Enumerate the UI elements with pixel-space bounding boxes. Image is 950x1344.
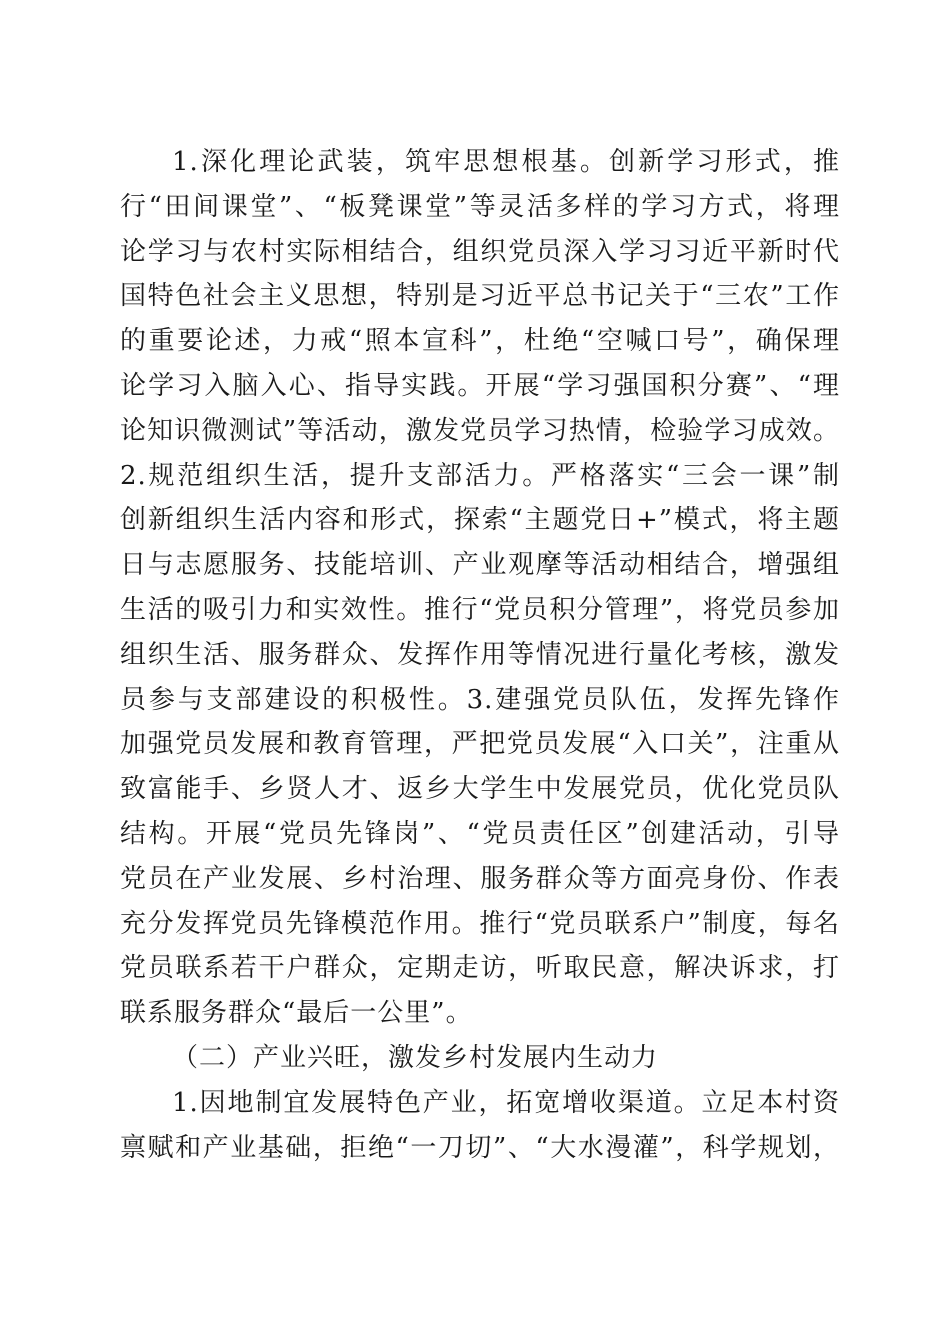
text-line: 组织生活、服务群众、发挥作用等情况进行量化考核，激发 <box>120 639 840 670</box>
text-line: 致富能手、乡贤人才、返乡大学生中发展党员，优化党员队 <box>120 774 840 805</box>
text-line: 国特色社会主义思想，特别是习近平总书记关于“三农”工作 <box>120 281 840 312</box>
text-line: 结构。开展“党员先锋岗”、“党员责任区”创建活动，引导 <box>120 818 840 849</box>
text-line: 论学习与农村实际相结合，组织党员深入学习习近平新时代 <box>120 236 840 267</box>
text-line: 党员在产业发展、乡村治理、服务群众等方面亮身份、作表 <box>120 863 840 894</box>
section-heading: （二）产业兴旺，激发乡村发展内生动力 <box>172 1042 659 1073</box>
text-line: 1.因地制宜发展特色产业，拓宽增收渠道。立足本村资 <box>172 1087 840 1118</box>
text-line: 论知识微测试”等活动，激发党员学习热情，检验学习成效。 <box>120 415 840 446</box>
text-line: 行“田间课堂”、“板凳课堂”等灵活多样的学习方式，将理 <box>120 191 840 222</box>
text-line: 充分发挥党员先锋模范作用。推行“党员联系户”制度，每名 <box>120 908 840 939</box>
text-line: 2.规范组织生活，提升支部活力。严格落实“三会一课”制 <box>120 460 840 491</box>
text-line: 党员联系若干户群众，定期走访，听取民意，解决诉求，打 <box>120 953 840 984</box>
text-line: 加强党员发展和教育管理，严把党员发展“入口关”，注重从 <box>120 729 840 760</box>
text-line: 创新组织生活内容和形式，探索“主题党日+”模式，将主题 <box>120 505 840 536</box>
text-line: 生活的吸引力和实效性。推行“党员积分管理”，将党员参加 <box>120 594 840 625</box>
text-line: 1.深化理论武装，筑牢思想根基。创新学习形式，推 <box>172 147 840 177</box>
document-body <box>120 140 840 1170</box>
text-line: 日与志愿服务、技能培训、产业观摩等活动相结合，增强组 <box>120 550 840 581</box>
text-line: 联系服务群众“最后一公里”。 <box>120 998 473 1029</box>
text-line: 禀赋和产业基础，拒绝“一刀切”、“大水漫灌”，科学规划， <box>120 1132 840 1163</box>
text-line: 员参与支部建设的积极性。3.建强党员队伍，发挥先锋作 <box>120 684 840 715</box>
text-line: 的重要论述，力戒“照本宣科”，杜绝“空喊口号”，确保理 <box>120 326 840 357</box>
text-line: 论学习入脑入心、指导实践。开展“学习强国积分赛”、“理 <box>120 370 840 401</box>
